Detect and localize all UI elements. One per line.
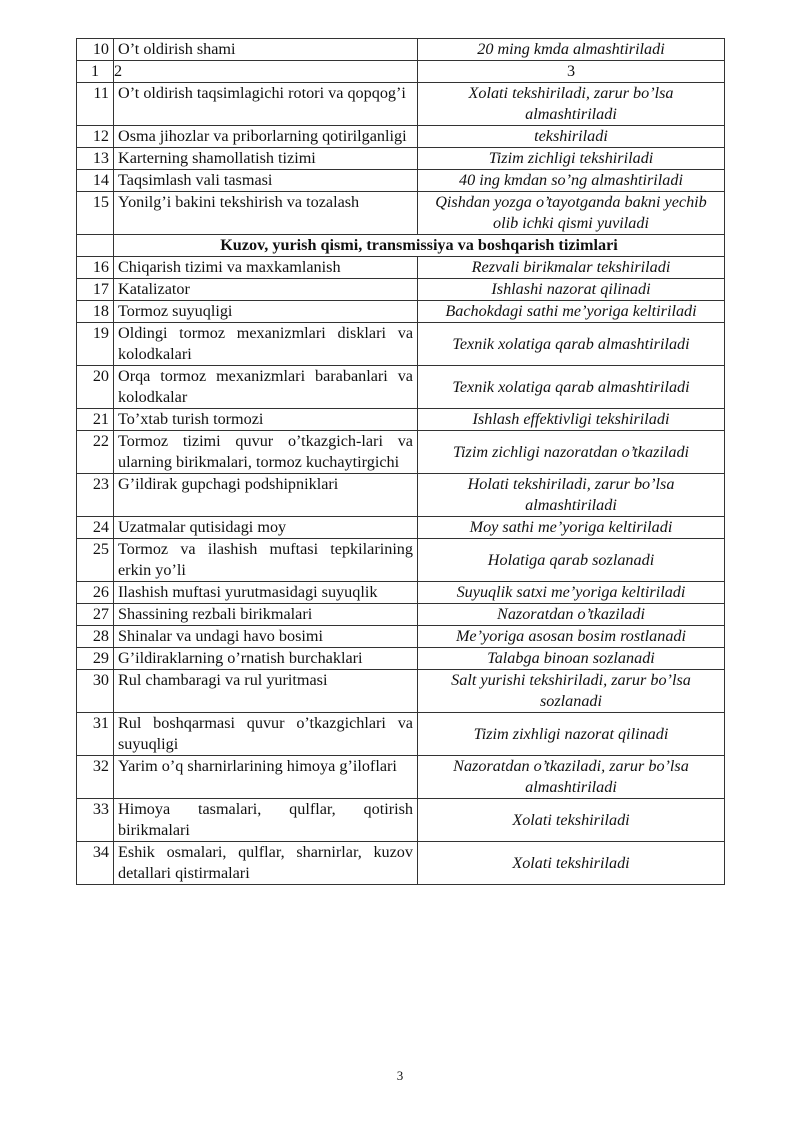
table-row (77, 604, 725, 626)
item-action: Nazoratdan o’tkaziladi (418, 604, 725, 626)
maintenance-table-body (77, 39, 725, 885)
column-number-3: 3 (418, 61, 725, 83)
table-row (77, 148, 725, 170)
row-number: 29 (77, 648, 114, 670)
item-name: Rul chambaragi va rul yuritmasi (114, 670, 418, 713)
row-number: 28 (77, 626, 114, 648)
row-number: 27 (77, 604, 114, 626)
column-number-2: 2 (114, 61, 418, 83)
item-name: Yarim o’q sharnirlarining himoya g’iloflari (114, 756, 418, 799)
item-name: To’xtab turish tormozi (114, 409, 418, 431)
item-name: O’t oldirish shami (114, 39, 418, 61)
item-name: Shassining rezbali birikmalari (114, 604, 418, 626)
row-number: 17 (77, 279, 114, 301)
item-name: Chiqarish tizimi va maxkamlanish (114, 257, 418, 279)
item-action: Texnik xolatiga qarab almashtiriladi (418, 366, 725, 409)
table-row (77, 192, 725, 235)
row-number: 30 (77, 670, 114, 713)
row-number: 33 (77, 799, 114, 842)
page-number: 3 (396, 1068, 404, 1083)
table-row (77, 366, 725, 409)
table-row (77, 517, 725, 539)
table-row (77, 713, 725, 756)
column-number-1: 1 (77, 61, 114, 83)
row-number: 22 (77, 431, 114, 474)
table-row (77, 842, 725, 885)
table-row (77, 170, 725, 192)
table-row (77, 301, 725, 323)
row-number: 15 (77, 192, 114, 235)
item-name: Uzatmalar qutisidagi moy (114, 517, 418, 539)
table-row (77, 323, 725, 366)
table-row (77, 257, 725, 279)
item-action: Ishlash effektivligi tekshiriladi (418, 409, 725, 431)
section-header-row (77, 235, 725, 257)
table-row (77, 582, 725, 604)
column-number-row (77, 61, 725, 83)
maintenance-table-container (76, 38, 724, 885)
row-number: 20 (77, 366, 114, 409)
item-action: Qishdan yozga o’tayotganda bakni yechib olib ichki qismi yuviladi (418, 192, 725, 235)
item-action: Ishlashi nazorat qilinadi (418, 279, 725, 301)
item-name: Orqa tormoz mexanizmlari barabanlari va kolodkalar (114, 366, 418, 409)
item-action: Texnik xolatiga qarab almashtiriladi (418, 323, 725, 366)
row-number: 11 (77, 83, 114, 126)
maintenance-table (76, 38, 725, 885)
item-action: Tizim zichligi tekshiriladi (418, 148, 725, 170)
section-title: Kuzov, yurish qismi, transmissiya va boshqarish tizimlari (114, 235, 725, 257)
item-name: Yonilg’i bakini tekshirish va tozalash (114, 192, 418, 235)
row-number: 26 (77, 582, 114, 604)
item-action: Bachokdagi sathi me’yoriga keltiriladi (418, 301, 725, 323)
row-number: 34 (77, 842, 114, 885)
item-name: Osma jihozlar va priborlarning qotirilganligi (114, 126, 418, 148)
item-action: Nazoratdan o’tkaziladi, zarur bo’lsa almashtiriladi (418, 756, 725, 799)
table-row (77, 39, 725, 61)
item-action: Moy sathi me’yoriga keltiriladi (418, 517, 725, 539)
table-row (77, 409, 725, 431)
item-name: Himoya tasmalari, qulflar, qotirish birikmalari (114, 799, 418, 842)
table-row (77, 474, 725, 517)
row-number: 16 (77, 257, 114, 279)
row-number: 32 (77, 756, 114, 799)
item-name: Katalizator (114, 279, 418, 301)
item-name: Tormoz suyuqligi (114, 301, 418, 323)
table-row (77, 670, 725, 713)
row-number: 19 (77, 323, 114, 366)
item-name: Ilashish muftasi yurutmasidagi suyuqlik (114, 582, 418, 604)
table-row (77, 756, 725, 799)
item-name: Tormoz va ilashish muftasi tepkilarining erkin yo’li (114, 539, 418, 582)
row-number: 12 (77, 126, 114, 148)
item-name: Taqsimlash vali tasmasi (114, 170, 418, 192)
item-name: Eshik osmalari, qulflar, sharnirlar, kuzov detallari qistirmalari (114, 842, 418, 885)
row-number: 25 (77, 539, 114, 582)
item-name: Oldingi tormoz mexanizmlari disklari va kolodkalari (114, 323, 418, 366)
row-number: 31 (77, 713, 114, 756)
item-action: Xolati tekshiriladi (418, 842, 725, 885)
item-name: Rul boshqarmasi quvur o’tkazgichlari va suyuqligi (114, 713, 418, 756)
item-action: Xolati tekshiriladi (418, 799, 725, 842)
row-number: 18 (77, 301, 114, 323)
row-number: 21 (77, 409, 114, 431)
section-empty-cell (77, 235, 114, 257)
item-action: Tizim zichligi nazoratdan o’tkaziladi (418, 431, 725, 474)
item-action: tekshiriladi (418, 126, 725, 148)
item-name: G’ildiraklarning o’rnatish burchaklari (114, 648, 418, 670)
table-row (77, 126, 725, 148)
item-action: Suyuqlik satxi me’yoriga keltiriladi (418, 582, 725, 604)
item-action: 40 ing kmdan so’ng almashtiriladi (418, 170, 725, 192)
row-number: 23 (77, 474, 114, 517)
row-number: 14 (77, 170, 114, 192)
table-row (77, 431, 725, 474)
table-row (77, 648, 725, 670)
row-number: 24 (77, 517, 114, 539)
table-row (77, 83, 725, 126)
item-action: Holati tekshiriladi, zarur bo’lsa almashtiriladi (418, 474, 725, 517)
item-name: Tormoz tizimi quvur o’tkazgich-lari va ularning birikmalari, tormoz kuchaytirgichi (114, 431, 418, 474)
item-action: Xolati tekshiriladi, zarur bo’lsa almashtiriladi (418, 83, 725, 126)
table-row (77, 626, 725, 648)
item-action: Tizim zixhligi nazorat qilinadi (418, 713, 725, 756)
table-row (77, 539, 725, 582)
row-number: 13 (77, 148, 114, 170)
item-name: Karterning shamollatish tizimi (114, 148, 418, 170)
table-row (77, 279, 725, 301)
row-number: 10 (77, 39, 114, 61)
item-action: Holatiga qarab sozlanadi (418, 539, 725, 582)
item-action: Salt yurishi tekshiriladi, zarur bo’lsa sozlanadi (418, 670, 725, 713)
table-row (77, 799, 725, 842)
item-action: 20 ming kmda almashtiriladi (418, 39, 725, 61)
item-action: Me’yoriga asosan bosim rostlanadi (418, 626, 725, 648)
item-action: Rezvali birikmalar tekshiriladi (418, 257, 725, 279)
item-action: Talabga binoan sozlanadi (418, 648, 725, 670)
item-name: Shinalar va undagi havo bosimi (114, 626, 418, 648)
item-name: O’t oldirish taqsimlagichi rotori va qopqog’i (114, 83, 418, 126)
item-name: G’ildirak gupchagi podshipniklari (114, 474, 418, 517)
